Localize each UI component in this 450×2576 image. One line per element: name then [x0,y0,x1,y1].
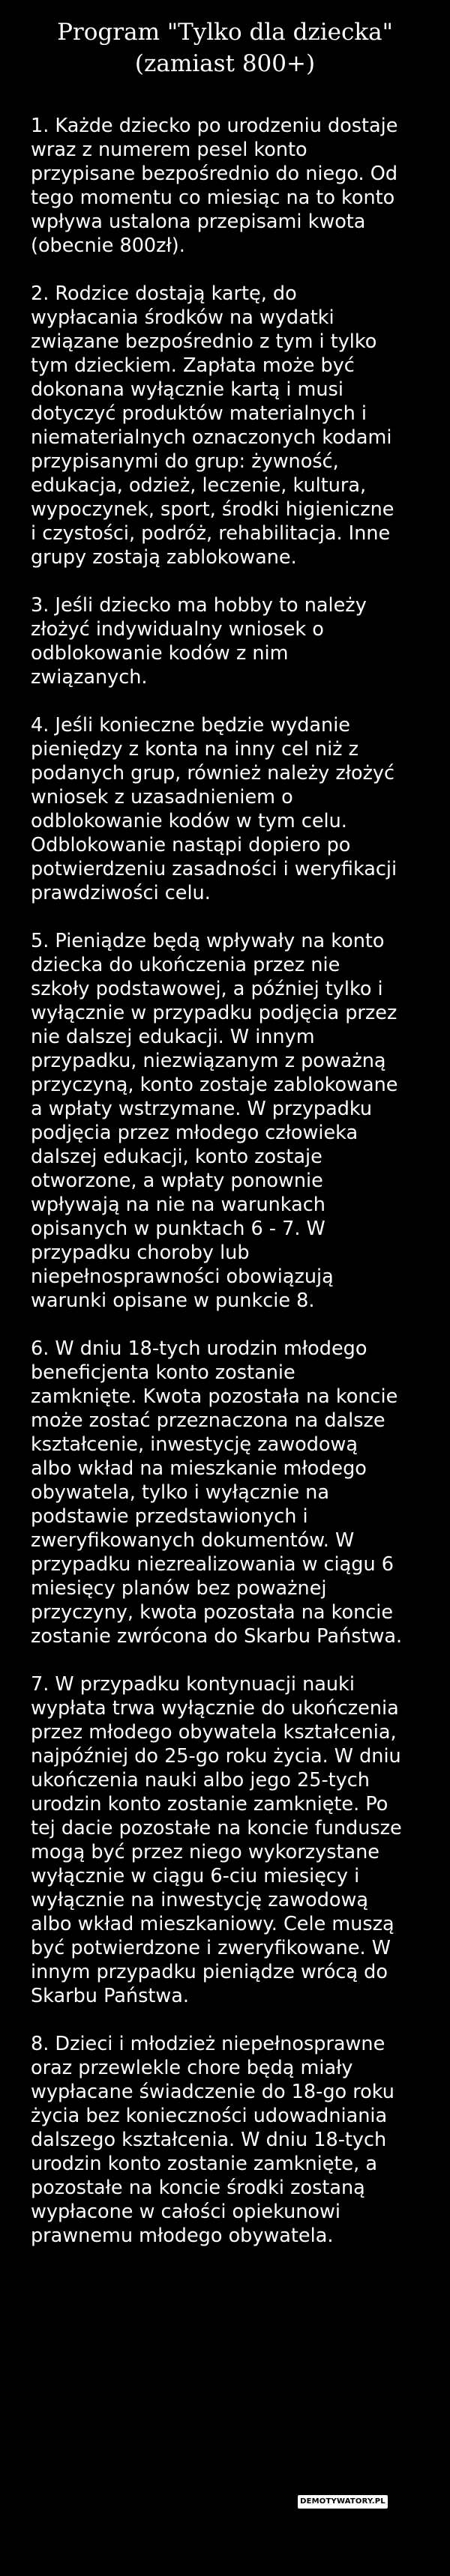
title-line-2: (zamiast 800+) [134,50,316,77]
paragraph-6: 6. W dniu 18-tych urodzin młodego beneficjenta konto zostanie zamknięte. Kwota pozostała na koncie może zostać przeznaczona na dalsze kształcenie, inwestycję zawodową albo wkład na mieszkanie młodego obywatela, tylko i wyłącznie na podstawie przedstawionych i zweryfikowanych dokumentów. W przypadku niezrealizowania w ciągu 6 miesięcy planów bez poważnej przyczyny, kwota pozostała na koncie zostanie zwrócona do Skarbu Państwa. [31,1337,403,1648]
paragraph-3: 3. Jeśli dziecko ma hobby to należy złożyć indywidualny wniosek o odblokowanie kodów z nim związanych. [31,594,367,689]
paragraph-1: 1. Każde dziecko po urodzeniu dostaje wraz z numerem pesel konto przypisane bezpośrednio do niego. Od tego momentu co miesiąc na to konto wpływa ustalona przepisami kwota (obecnie 800zł). [31,115,398,257]
paragraph-4: 4. Jeśli konieczne będzie wydanie pieniędzy z konta na inny cel niż z podanych grup, również należy złożyć wniosek z uzasadnieniem o odblokowanie kodów w tym celu. Odblokowanie nastąpi dopiero po potwierdzeniu zasadności i weryfikacji prawdziwości celu. [31,714,398,904]
paragraph-7: 7. W przypadku kontynuacji nauki wypłata trwa wyłącznie do ukończenia przez młodego obywatela kształcenia, najpóźniej do 25-go roku życia. W dniu ukończenia nauki albo jego 25-tych urodzin konto zostanie zamknięte. Po tej dacie pozostałe na koncie fundusze mogą być przez niego wykorzystane wyłącznie w ciągu 6-ciu miesięcy i wyłącznie na inwestycję zawodową albo wkład mieszkaniowy. Cele muszą być potwierdzone i zweryfikowane. W innym przypadku pieniądze wrócą do Skarbu Państwa. [31,1673,402,2007]
demotywatory-watermark: DEMOTYWATORY.PL [298,2495,388,2509]
paragraph-5: 5. Pieniądze będą wpływały na konto dziecka do ukończenia przez nie szkoły podstawowej, a później tylko i wyłącznie w przypadku podjęcia przez nie dalszej edukacji. W innym przypadku, niezwiązanym z poważną przyczyną, konto zostaje zablokowane a wpłaty wstrzymane. W przypadku podjęcia przez młodego człowieka dalszej edukacji, konto zostaje otworzone, a wpłaty ponownie wpływają na nie na warunkach opisanych w punktach 6 - 7. W przypadku choroby lub niepełnosprawności obowiązują warunki opisane w punkcie 8. [31,930,398,1312]
title-line-1: Program "Tylko dla dziecka" [57,19,393,46]
page-title [0,16,450,79]
paragraph-2: 2. Rodzice dostają kartę, do wypłacania środków na wydatki związane bezpośrednio z tym i tylko tym dzieckiem. Zapłata może być dokonana wyłącznie kartą i musi dotyczyć produktów materialnych i niematerialnych oznaczonych kodami przypisanymi do grup: żywność, edukacja, odzież, leczenie, kultura, wypoczynek, sport, środki higieniczne i czystości, podróż, rehabilitacja. Inne grupy zostają zablokowane. [31,282,394,569]
poster-content [19,90,431,2548]
paragraph-8: 8. Dzieci i młodzież niepełnosprawne oraz przewlekle chore będą miały wypłacane świadczenie do 18-go roku życia bez konieczności udowadniania dalszego kształcenia. W dniu 18-tych urodzin konto zostanie zamknięte, a pozostałe na koncie środki zostaną wypłacone w całości opiekunowi prawnemu młodego obywatela. [31,2033,394,2247]
